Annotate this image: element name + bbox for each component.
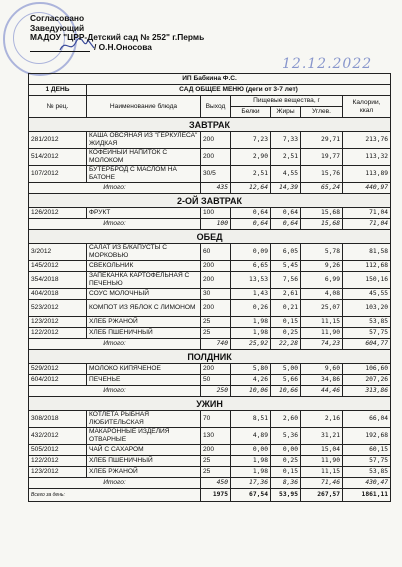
dish-name: КОТЛЕТА РЫБНАЯ ЛЮБИТЕЛЬСКАЯ <box>87 411 201 428</box>
recipe-number: 514/2012 <box>29 149 87 166</box>
dish-name: БУТЕРБРОД С МАСЛОМ НА БАТОНЕ <box>87 166 201 183</box>
recipe-number: 404/2018 <box>29 289 87 300</box>
recipe-number: 523/2012 <box>29 300 87 317</box>
subtotal-row <box>29 183 391 194</box>
calories-value: 57,75 <box>343 328 391 339</box>
subtotal-row <box>29 386 391 397</box>
fat-value: 6,05 <box>271 244 301 261</box>
subtotal-protein: 0,64 <box>231 219 271 230</box>
protein-value: 1,98 <box>231 328 271 339</box>
subtotal-label: Итого: <box>29 219 201 230</box>
subtotal-carbs: 74,23 <box>301 339 343 350</box>
table-row <box>29 289 391 300</box>
calories-value: 71,04 <box>343 208 391 219</box>
dish-name: МОЛОКО КИПЯЧЕНОЕ <box>87 364 201 375</box>
output-value: 30 <box>201 289 231 300</box>
fat-value: 0,15 <box>271 467 301 478</box>
calories-value: 103,20 <box>343 300 391 317</box>
subtotal-protein: 25,92 <box>231 339 271 350</box>
carbs-value: 11,90 <box>301 328 343 339</box>
fat-value: 0,64 <box>271 208 301 219</box>
subtotal-output: 740 <box>201 339 231 350</box>
recipe-number: 123/2012 <box>29 317 87 328</box>
dish-name: ПЕЧЕНЬЕ <box>87 375 201 386</box>
protein-value: 5,80 <box>231 364 271 375</box>
approval-block <box>30 14 204 52</box>
output-value: 50 <box>201 375 231 386</box>
section-header <box>29 118 391 132</box>
subtotal-carbs: 71,46 <box>301 478 343 489</box>
table-row <box>29 411 391 428</box>
recipe-number: 122/2012 <box>29 328 87 339</box>
calories-value: 150,16 <box>343 272 391 289</box>
calories-value: 81,58 <box>343 244 391 261</box>
protein-value: 2,51 <box>231 166 271 183</box>
section-header <box>29 350 391 364</box>
day-total-fat: 53,95 <box>271 489 301 502</box>
subtotal-calories: 440,97 <box>343 183 391 194</box>
subtotal-calories: 313,86 <box>343 386 391 397</box>
carbs-value: 11,90 <box>301 456 343 467</box>
subtotal-protein: 12,64 <box>231 183 271 194</box>
output-value: 25 <box>201 317 231 328</box>
col-carbs: Углев. <box>301 107 343 118</box>
fat-value: 7,33 <box>271 132 301 149</box>
dish-name: ФРУКТ <box>87 208 201 219</box>
day-label: 1 ДЕНЬ <box>29 85 87 96</box>
dish-name: САЛАТ ИЗ Б/КАПУСТЫ С МОРКОВЬЮ <box>87 244 201 261</box>
table-row <box>29 445 391 456</box>
protein-value: 0,00 <box>231 445 271 456</box>
subtotal-output: 450 <box>201 478 231 489</box>
output-value: 200 <box>201 300 231 317</box>
calories-value: 66,04 <box>343 411 391 428</box>
recipe-number: 123/2012 <box>29 467 87 478</box>
protein-value: 7,23 <box>231 132 271 149</box>
subtotal-fat: 10,66 <box>271 386 301 397</box>
calories-value: 113,89 <box>343 166 391 183</box>
fat-value: 4,55 <box>271 166 301 183</box>
carbs-value: 9,26 <box>301 261 343 272</box>
table-row <box>29 328 391 339</box>
recipe-number: 354/2018 <box>29 272 87 289</box>
dish-name: ХЛЕБ ПШЕНИЧНЫЙ <box>87 456 201 467</box>
carbs-value: 19,77 <box>301 149 343 166</box>
subtotal-fat: 22,28 <box>271 339 301 350</box>
protein-value: 2,90 <box>231 149 271 166</box>
output-value: 70 <box>201 411 231 428</box>
table-row <box>29 208 391 219</box>
fat-value: 5,66 <box>271 375 301 386</box>
fat-value: 0,25 <box>271 456 301 467</box>
table-row <box>29 375 391 386</box>
col-name: Наименование блюда <box>87 96 201 118</box>
carbs-value: 15,04 <box>301 445 343 456</box>
protein-value: 1,98 <box>231 456 271 467</box>
carbs-value: 2,16 <box>301 411 343 428</box>
fat-value: 0,00 <box>271 445 301 456</box>
calories-value: 53,85 <box>343 317 391 328</box>
handwritten-date: 12.12.2022 <box>282 56 373 72</box>
carbs-value: 6,99 <box>301 272 343 289</box>
calories-value: 192,68 <box>343 428 391 445</box>
recipe-number: 3/2012 <box>29 244 87 261</box>
protein-value: 0,09 <box>231 244 271 261</box>
fat-value: 2,51 <box>271 149 301 166</box>
carbs-value: 11,15 <box>301 467 343 478</box>
dish-name: КОФЕЙНЫЙ НАПИТОК С МОЛОКОМ <box>87 149 201 166</box>
subtotal-protein: 10,06 <box>231 386 271 397</box>
section-title: ПОЛДНИК <box>29 350 391 364</box>
output-value: 25 <box>201 456 231 467</box>
fat-value: 2,61 <box>271 289 301 300</box>
section-header <box>29 194 391 208</box>
fat-value: 0,15 <box>271 317 301 328</box>
protein-value: 0,26 <box>231 300 271 317</box>
table-row <box>29 317 391 328</box>
recipe-number: 122/2012 <box>29 456 87 467</box>
day-total-protein: 67,54 <box>231 489 271 502</box>
calories-value: 112,68 <box>343 261 391 272</box>
subtotal-fat: 8,36 <box>271 478 301 489</box>
carbs-value: 31,21 <box>301 428 343 445</box>
col-protein: Белки <box>231 107 271 118</box>
fat-value: 0,25 <box>271 328 301 339</box>
approval-line-2: Заведующий <box>30 22 85 33</box>
section-title: УЖИН <box>29 397 391 411</box>
protein-value: 1,43 <box>231 289 271 300</box>
table-row <box>29 244 391 261</box>
subtotal-carbs: 65,24 <box>301 183 343 194</box>
col-calories: Калории, ккал <box>343 96 391 118</box>
subtotal-label: Итого: <box>29 339 201 350</box>
output-value: 25 <box>201 328 231 339</box>
protein-value: 1,98 <box>231 317 271 328</box>
recipe-number: 308/2018 <box>29 411 87 428</box>
carbs-value: 15,68 <box>301 208 343 219</box>
dish-name: КОМПОТ ИЗ ЯБЛОК С ЛИМОНОМ <box>87 300 201 317</box>
subtotal-calories: 430,47 <box>343 478 391 489</box>
subtotal-output: 250 <box>201 386 231 397</box>
subtotal-row <box>29 219 391 230</box>
subtotal-row <box>29 339 391 350</box>
table-row <box>29 428 391 445</box>
output-value: 200 <box>201 261 231 272</box>
fat-value: 5,45 <box>271 261 301 272</box>
recipe-number: 604/2012 <box>29 375 87 386</box>
fat-value: 5,36 <box>271 428 301 445</box>
dish-name: СОУС МОЛОЧНЫЙ <box>87 289 201 300</box>
carbs-value: 11,15 <box>301 317 343 328</box>
dish-name: ХЛЕБ ПШЕНИЧНЫЙ <box>87 328 201 339</box>
menu-title: САД ОБЩЕЕ МЕНЮ (деги от 3-7 лет) <box>87 85 391 96</box>
dish-name: ЗАПЕКАНКА КАРТОФЕЛЬНАЯ С ПЕЧЕНЬЮ <box>87 272 201 289</box>
protein-value: 1,98 <box>231 467 271 478</box>
dish-name: КАША ОВСЯНАЯ ИЗ "ГЕРКУЛЕСА" ЖИДКАЯ <box>87 132 201 149</box>
col-output: Выход <box>201 96 231 118</box>
output-value: 200 <box>201 364 231 375</box>
section-header <box>29 230 391 244</box>
recipe-number: 281/2012 <box>29 132 87 149</box>
protein-value: 4,26 <box>231 375 271 386</box>
approval-line-1: Согласовано <box>30 13 85 23</box>
carbs-value: 4,08 <box>301 289 343 300</box>
subtotal-output: 435 <box>201 183 231 194</box>
table-row <box>29 364 391 375</box>
table-row <box>29 456 391 467</box>
output-value: 30/5 <box>201 166 231 183</box>
subtotal-fat: 0,64 <box>271 219 301 230</box>
carbs-value: 9,60 <box>301 364 343 375</box>
day-total-row <box>29 489 391 502</box>
col-fat: Жиры <box>271 107 301 118</box>
day-total-label: Всего за день: <box>29 489 201 502</box>
protein-value: 13,53 <box>231 272 271 289</box>
subtotal-output: 100 <box>201 219 231 230</box>
recipe-number: 529/2012 <box>29 364 87 375</box>
calories-value: 53,85 <box>343 467 391 478</box>
section-title: ЗАВТРАК <box>29 118 391 132</box>
dish-name: ЧАЙ С САХАРОМ <box>87 445 201 456</box>
subtotal-label: Итого: <box>29 386 201 397</box>
subtotal-fat: 14,39 <box>271 183 301 194</box>
protein-value: 4,89 <box>231 428 271 445</box>
carbs-value: 34,86 <box>301 375 343 386</box>
fat-value: 7,56 <box>271 272 301 289</box>
col-recipe: № рец. <box>29 96 87 118</box>
recipe-number: 107/2012 <box>29 166 87 183</box>
org-name: ИП Бабкина Ф.С. <box>29 74 391 85</box>
menu-table <box>28 73 391 502</box>
menu-body <box>29 118 391 502</box>
subtotal-carbs: 44,46 <box>301 386 343 397</box>
calories-value: 106,60 <box>343 364 391 375</box>
day-total-calories: 1861,11 <box>343 489 391 502</box>
approval-line-3: МАДОУ "ЦРР-Детский сад № 252" г.Пермь <box>30 32 205 43</box>
subtotal-row <box>29 478 391 489</box>
fat-value: 2,60 <box>271 411 301 428</box>
recipe-number: 126/2012 <box>29 208 87 219</box>
calories-value: 60,15 <box>343 445 391 456</box>
dish-name: ХЛЕБ РЖАНОЙ <box>87 467 201 478</box>
subtotal-carbs: 15,68 <box>301 219 343 230</box>
carbs-value: 5,78 <box>301 244 343 261</box>
table-row <box>29 467 391 478</box>
section-title: ОБЕД <box>29 230 391 244</box>
output-value: 200 <box>201 272 231 289</box>
subtotal-label: Итого: <box>29 183 201 194</box>
col-nutrients: Пищевые вещества, г <box>231 96 343 107</box>
table-row <box>29 166 391 183</box>
calories-value: 45,55 <box>343 289 391 300</box>
recipe-number: 432/2012 <box>29 428 87 445</box>
table-row <box>29 261 391 272</box>
fat-value: 0,21 <box>271 300 301 317</box>
carbs-value: 29,71 <box>301 132 343 149</box>
protein-value: 6,65 <box>231 261 271 272</box>
calories-value: 207,26 <box>343 375 391 386</box>
table-row <box>29 149 391 166</box>
carbs-value: 15,76 <box>301 166 343 183</box>
output-value: 200 <box>201 445 231 456</box>
calories-value: 113,32 <box>343 149 391 166</box>
carbs-value: 25,07 <box>301 300 343 317</box>
output-value: 200 <box>201 149 231 166</box>
table-row <box>29 132 391 149</box>
output-value: 60 <box>201 244 231 261</box>
protein-value: 0,64 <box>231 208 271 219</box>
subtotal-protein: 17,36 <box>231 478 271 489</box>
signature-line <box>30 43 90 52</box>
output-value: 130 <box>201 428 231 445</box>
output-value: 200 <box>201 132 231 149</box>
table-row <box>29 272 391 289</box>
dish-name: ХЛЕБ РЖАНОЙ <box>87 317 201 328</box>
subtotal-label: Итого: <box>29 478 201 489</box>
subtotal-calories: 71,04 <box>343 219 391 230</box>
calories-value: 213,76 <box>343 132 391 149</box>
dish-name: МАКАРОННЫЕ ИЗДЕЛИЯ ОТВАРНЫЕ <box>87 428 201 445</box>
subtotal-calories: 604,77 <box>343 339 391 350</box>
output-value: 25 <box>201 467 231 478</box>
section-title: 2-ОЙ ЗАВТРАК <box>29 194 391 208</box>
fat-value: 5,00 <box>271 364 301 375</box>
approval-line-4: / О.Н.Оносова <box>94 41 152 52</box>
protein-value: 8,51 <box>231 411 271 428</box>
calories-value: 57,75 <box>343 456 391 467</box>
output-value: 100 <box>201 208 231 219</box>
section-header <box>29 397 391 411</box>
recipe-number: 505/2012 <box>29 445 87 456</box>
recipe-number: 145/2012 <box>29 261 87 272</box>
dish-name: СВЕКОЛЬНИК <box>87 261 201 272</box>
day-total-carbs: 267,57 <box>301 489 343 502</box>
day-total-output: 1975 <box>201 489 231 502</box>
table-row <box>29 300 391 317</box>
